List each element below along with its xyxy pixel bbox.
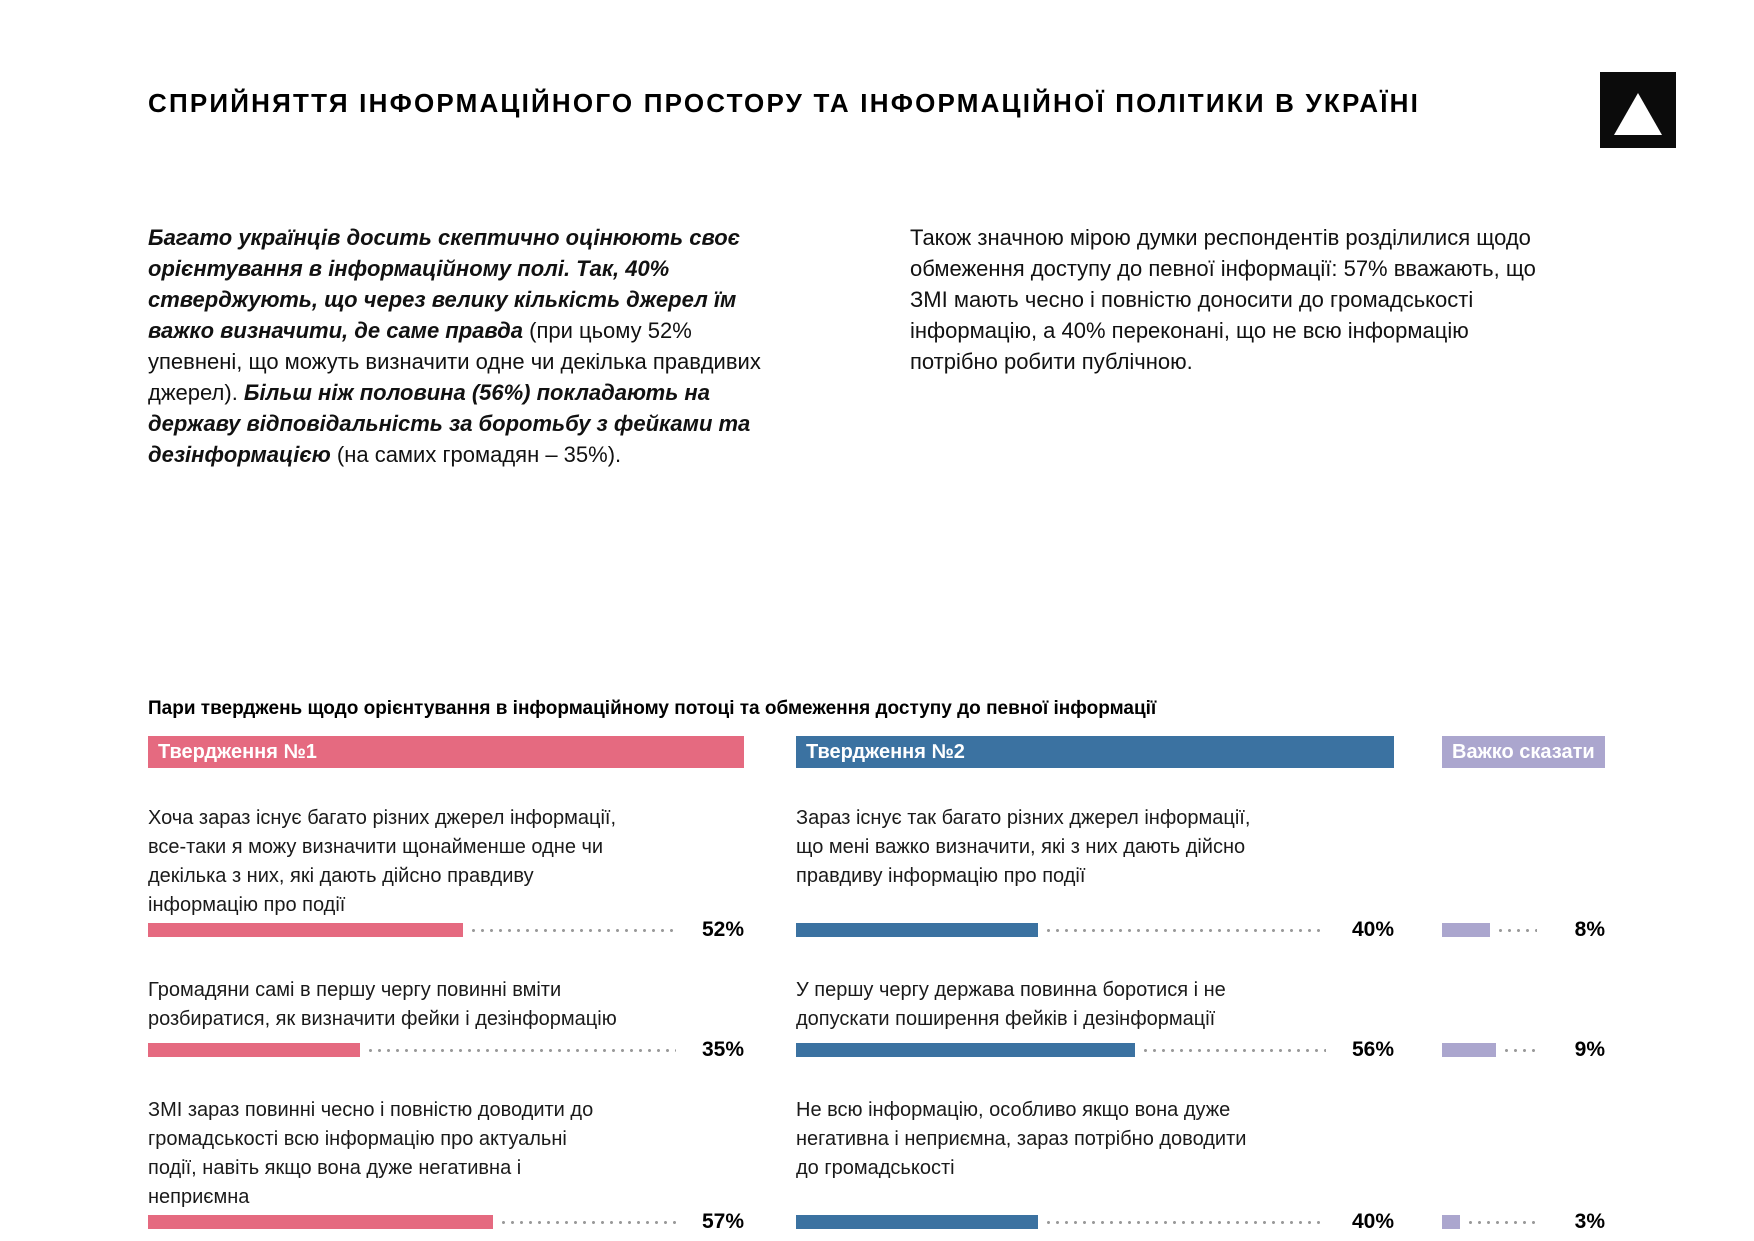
chart-legend <box>148 736 1605 768</box>
row1-statement2-text: Зараз існує так багато різних джерел інформації, що мені важко визначити, які з них дають дійсно правдиву інформацію про події <box>796 807 1251 887</box>
dotted-leader <box>1502 1048 1537 1053</box>
intro-left-regular-2: (на самих громадян – 35%). <box>330 442 622 467</box>
intro-left-emphasis-2: Більш ніж половина (56%) покладають на державу відповідальність за боротьбу з фейками та дезінформацією <box>148 380 751 467</box>
chart-rows <box>148 804 1605 1232</box>
intro-paragraph-left <box>148 222 780 470</box>
row2-statement1-cell <box>148 976 744 1060</box>
dotted-leader <box>1141 1048 1326 1053</box>
row1-hard-to-say-bar-line <box>1442 920 1605 940</box>
legend-hard-to-say-chip: Важко сказати <box>1442 736 1605 768</box>
row1-statement1-bar <box>148 923 463 937</box>
row2-statement2-cell <box>796 976 1394 1060</box>
legend-statement2-chip: Твердження №2 <box>796 736 1394 768</box>
row1-statement2-bar-line <box>796 920 1394 940</box>
intro-left-regular-1: (при цьому 52% упевнені, що можуть визначити одне чи декілька правдивих джерел). <box>148 318 761 405</box>
intro-section <box>0 222 1754 470</box>
row3-statement1-cell <box>148 1096 744 1232</box>
row1-hard-to-say-bar <box>1442 923 1490 937</box>
chart-row-1 <box>148 804 1605 940</box>
row3-statement2-cell <box>796 1096 1394 1232</box>
page-title: СПРИЙНЯТТЯ ІНФОРМАЦІЙНОГО ПРОСТОРУ ТА ІНФОРМАЦІЙНОЇ ПОЛІТИКИ В УКРАЇНІ <box>148 88 1420 118</box>
legend-statement1-chip: Твердження №1 <box>148 736 744 768</box>
row2-hard-to-say-cell <box>1442 976 1605 1060</box>
row1-statement1-text: Хоча зараз існує багато різних джерел інформації, все-таки я можу визначити щонайменше одне чи декілька з них, які дають дійсно правдиву інформацію про події <box>148 807 617 916</box>
chart-title: Пари тверджень щодо орієнтування в інформаційному потоці та обмеження доступу до певної інформації <box>148 698 1157 719</box>
row1-hard-to-say-value: 8% <box>1574 918 1605 941</box>
row3-hard-to-say-value: 3% <box>1574 1210 1605 1233</box>
chart-section <box>0 698 1754 1232</box>
row2-hard-to-say-bar <box>1442 1043 1496 1057</box>
row1-statement2-cell <box>796 804 1394 940</box>
row3-statement2-bar-line <box>796 1212 1394 1232</box>
page-header <box>0 0 1754 148</box>
dotted-leader <box>366 1048 676 1053</box>
row2-statement1-bar <box>148 1043 360 1057</box>
dotted-leader <box>1044 928 1326 933</box>
row3-statement2-bar <box>796 1215 1038 1229</box>
row3-statement1-text: ЗМІ зараз повинні чесно і повністю доводити до громадськості всю інформацію про актуальні події, навіть якщо вона дуже негативна і неприємна <box>148 1099 594 1208</box>
row3-statement2-value: 40% <box>1351 1210 1394 1233</box>
row3-statement1-value: 57% <box>701 1210 744 1233</box>
dotted-leader <box>1044 1220 1326 1225</box>
intro-left-emphasis-1: Багато українців досить скептично оцінюють своє орієнтування в інформаційному полі. Так, 40% стверджують, що через велику кількість джерел їм важко визначити, де саме правда <box>148 225 741 343</box>
row1-statement2-bar <box>796 923 1038 937</box>
dotted-leader <box>469 928 676 933</box>
dotted-leader <box>499 1220 676 1225</box>
row2-hard-to-say-bar-line <box>1442 1040 1605 1060</box>
row2-statement1-bar-line <box>148 1040 744 1060</box>
row2-statement2-text: У першу чергу держава повинна боротися і не допускати поширення фейків і дезінформації <box>796 979 1226 1030</box>
chart-row-3 <box>148 1096 1605 1232</box>
row2-statement1-value: 35% <box>701 1038 744 1061</box>
row1-statement1-cell <box>148 804 744 940</box>
row3-statement1-bar <box>148 1215 493 1229</box>
row3-statement2-text: Не всю інформацію, особливо якщо вона дуже негативна і неприємна, зараз потрібно доводити до громадськості <box>796 1099 1247 1179</box>
row2-statement2-bar-line <box>796 1040 1394 1060</box>
row1-statement1-bar-line <box>148 920 744 940</box>
dotted-leader <box>1466 1220 1537 1225</box>
row3-hard-to-say-bar-line <box>1442 1212 1605 1232</box>
row3-hard-to-say-bar <box>1442 1215 1460 1229</box>
row1-statement1-value: 52% <box>701 918 744 941</box>
row2-statement1-text: Громадяни самі в першу чергу повинні вміти розбиратися, як визначити фейки і дезінформацію <box>148 979 617 1030</box>
row2-statement2-bar <box>796 1043 1135 1057</box>
chart-row-2 <box>148 976 1605 1060</box>
row1-statement2-value: 40% <box>1351 918 1394 941</box>
intro-paragraph-right: Також значною мірою думки респондентів розділилися щодо обмеження доступу до певної інформації: 57% вважають, що ЗМІ мають чесно і повністю доносити до громадськості інформацію, а 40% переконані, що не всю інформацію потрібно робити публічною. <box>910 225 1536 374</box>
dotted-leader <box>1496 928 1537 933</box>
row1-hard-to-say-cell <box>1442 804 1605 940</box>
row2-statement2-value: 56% <box>1351 1038 1394 1061</box>
row3-statement1-bar-line <box>148 1212 744 1232</box>
triangle-up-icon <box>1614 93 1662 135</box>
brand-logo <box>1600 72 1676 148</box>
row2-hard-to-say-value: 9% <box>1574 1038 1605 1061</box>
row3-hard-to-say-cell <box>1442 1096 1605 1232</box>
